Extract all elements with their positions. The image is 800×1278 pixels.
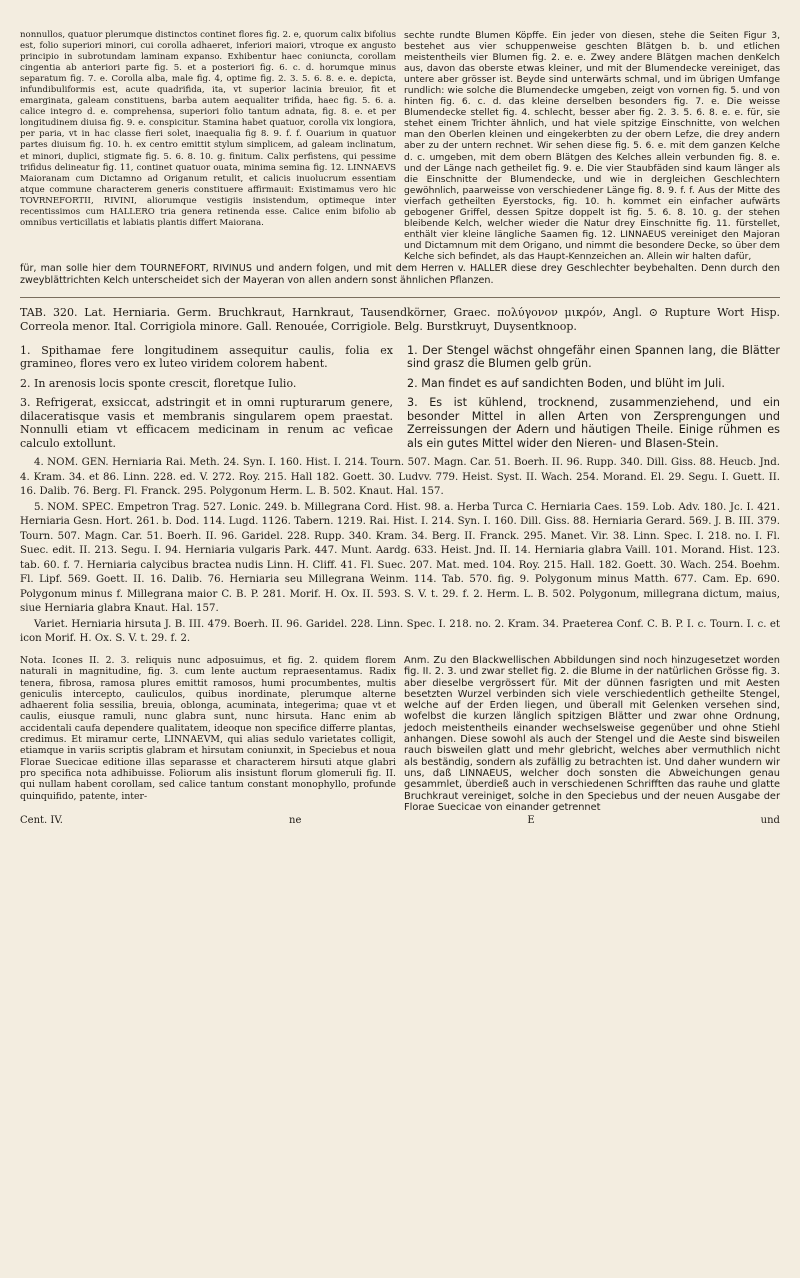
top-latin-text: nonnullos, quatuor plerumque distinctos continet flores fig. 2. e, quorum calix bifolius est, folio superiori minori, cui corolla adhaeret, inferiori maiori, vtroque ex angusto principio in subrotundam laminam expanso. Exhibentur haec coniuncta, corollam cingentia ab anteriori parte fig. 5. et a posteriori fig. 6. c. d. horumque minus separatum fig. 7. e. Corolla alba, male fig. 4, optime fig. 2. 3. 5. 6. 8. e. e. depicta, infundibuliformis est, acute quadrifida, ita, vt superior lacinia breuior, fit et emarginata, galeam constituens, barba autem aequaliter trifida, haec fig. 5. 6. a. calice integro d. e. comprehensa, superiori folio tantum adnata, fig. 8. e. et per longitudinem diuisa fig. 9. e. conspicitur. Stamina habet quatuor, corolla vix longiora, per paria, vt in hac classe fieri solet, inaequalia fig 8. 9. f. f. Ouarium in quatuor partes diuisum fig. 10. h. ex centro emittit stylum simplicem, ad galeam inclinatum, et minori, duplici, stigmate fig. 5. 6. 8. 10. g. finitum. Calix perfistens, qui pessime trifidus delineatur fig. 11, continet quatuor ouata, minima semina fig. 12. LINNAEVS Maioranam cum Dictamno ad Origanum retulit, et calicis inuolucrum essentiam atque commune characterem generis constituere affirmauit: Existimamus vero hic TOVRNEFORTII, RIVINI, aliorumque vestigiis insistendum, optimeque inter recentissimos cum HALLERO tria genera retinenda esse. Calice enim bifolio ab omnibus verticillatis et labiatis plantis differt Maiorana. xyxy=(20,30,396,228)
top-section xyxy=(20,30,780,262)
property-item-1 xyxy=(20,344,780,371)
property-german: 1. Der Stengel wächst ohngefähr einen Spannen lang, die Blätter sind grasz die Blumen gelb grün. xyxy=(407,343,780,371)
property-german: 2. Man findet es auf sandichten Boden, und blüht im Juli. xyxy=(407,376,725,390)
synonyms-generic: 4. NOM. GEN. Herniaria Rai. Meth. 24. Syn. I. 160. Hist. I. 214. Tourn. 507. Magn. Car. 51. Boerh. II. 96. Rupp. 340. Dill. Giss. 88. Heucb. Jnd. 4. Kram. 34. et 86. Linn. 228. ed. V. 272. Roy. 215. Hall 182. Goett. 30. Ludvv. 779. Heist. Syst. II. Wach. 254. Morand. El. 29. Segu. I. Guett. II. 16. Dalib. 76. Berg. Fl. Franck. 295. Polygonum Herm. L. B. 502. Knaut. Hal. 157. xyxy=(20,457,780,498)
property-latin: 3. Refrigerat, exsiccat, adstringit et in omni rupturarum genere, dilaceratisque vasis et membranis singularem opem praestat. Nonnulli etiam vt efficacem medicinam in renum ac veficae calculo extollunt. xyxy=(20,396,393,450)
page-footer xyxy=(20,815,780,826)
notes-latin: Nota. Icones II. 2. 3. reliquis nunc adposuimus, et fig. 2. quidem florem naturali in magnitudine, fig. 3. cum lente auctum repraesentamus. Radix tenera, fibrosa, ramosa plures emittit ramosos, humi procumbentes, multis geniculis intercepto, cauliculos, quibus inordinate, plerumque alterne adhaerent folia sessilia, breuia, oblonga, acuminata, integerima; quae vt et caulis, eiusque ramuli, nunc glabra sunt, nunc hirsuta. Hanc enim ab accidentali caufa dependere qualitatem, ideoque non specifice differre plantas, credimus. Et miramur certe, LINNAEVM, qui alias sedulo varietates colligit, etiamque in variis scriptis glabram et hirsutam coniunxit, in Speciebus et noua Florae Suecicae editione illas separasse et characterem hirsuti atque glabri pro specifica nota adhibuisse. Foliorum alis insistunt florum glomeruli fig. II. qui nullam habent corollam, sed calice tantum constant monophyllo, profunde quinquifido, patente, inter- xyxy=(20,654,396,802)
property-latin: 1. Spithamae fere longitudinem assequitur caulis, folia ex gramineo, flores vero ex luteo viridem colorem habent. xyxy=(20,343,393,371)
footer-centuria: Cent. IV. xyxy=(20,815,63,827)
plate-heading: TAB. 320. Lat. Herniaria. Germ. Bruchkraut, Harnkraut, Tausendkörner, Graec. πολύγονον μικρόν, Angl. ⊙ Rupture Wort Hisp. Correola menor. Ital. Corrigiola minore. Gall. Renouée, Corrigiole. Belg. Burstkruyt, Duysentknoop. xyxy=(20,305,780,333)
property-item-3 xyxy=(20,396,780,450)
notes-section xyxy=(20,655,780,813)
top-german-text: sechte rundte Blumen Köpffe. Ein jeder von diesen, stehe die Seiten Figur 3, bestehet aus vier schuppenweise geschten Blätgen b. b. und etlichen meistentheils vier Blumen fig. 2. e. e. Zwey andere Blätgen machen denKelch aus, davon das oberste etwas kleiner, und mit der Blumendecke vereiniget, das untere aber grösser ist. Beyde sind unterwärts schmal, und im übrigen Umfange rundlich: wie solche die Blumendecke umgeben, zeigt von vornen fig. 5. und von hinten fig. 6. c. d. das kleine derselben besonders fig. 7. e. Die weisse Blumendecke stellet fig. 4. schlecht, besser aber fig. 2. 3. 5. 6. 8. e. e. für, sie stehet einem Trichter ähnlich, und hat viele spitzige Einschnitte, von welchen man den Oberlen kleinen und eingekerbten zu der obern Lefze, die drey andern aber zu der untern rechnet. Wir sehen diese fig. 5. 6. e. mit dem ganzen Kelche d. c. umgeben, mit dem obern Blätgen des Kelches allein verbunden fig. 8. e. und der Länge nach getheilet fig. 9. e. Die vier Staubfäden sind kaum länger als die Einschnitte der Blumendecke, und wie in dergleichen Geschlechtern gewöhnlich, paarweisse von verschiedener Länge fig. 8. 9. f. f. Aus der Mitte des vierfach getheilten Eyerstocks, fig. 10. h. kommet ein einfacher aufwärts gebogener Griffel, dessen Spitze doppelt ist fig. 5. 6. 8. 10. g. der stehen bleibende Kelch, welcher wieder die Natur drey Einschnitte fig. 11. fürstellet, enthält vier kleine längliche Saamen fig. 12. LINNAEUS vereiniget den Majoran und Dictamnum mit dem Origano, und nimmt die besondere Decke, so über dem Kelche sich befindet, als das Haupt-Kennzeichen an. Allein wir halten dafür, xyxy=(404,30,780,262)
synonyms-section xyxy=(20,456,780,647)
document-page xyxy=(20,30,780,826)
footer-signature: E xyxy=(527,815,535,827)
section-divider xyxy=(20,297,780,298)
footer-catchword-latin: ne xyxy=(289,815,302,827)
synonyms-specific: 5. NOM. SPEC. Empetron Trag. 527. Lonic. 249. b. Millegrana Cord. Hist. 98. a. Herba Turca C. Herniaria Caes. 159. Lob. Adv. 180. Jc. I. 421. Herniaria Gesn. Hort. 261. b. Dod. 114. Lugd. 1126. Tabern. 1219. Rai. Hist. I. 214. Syn. I. 160. Dill. Giss. 88. Herniaria Gerard. 569. J. B. III. 379. Tourn. 507. Magn. Car. 51. Boerh. II. 96. Garidel. 228. Rupp. 340. Kram. 34. Berg. II. Franck. 295. Manet. Vir. 38. Linn. Spec. I. 218. no. I. Fl. Suec. edit. II. 213. Segu. I. 94. Herniaria vulgaris Park. 447. Munt. Aardg. 633. Heist. Jnd. II. 14. Herniaria glabra Vaill. 101. Morand. Hist. 123. tab. 60. f. 7. Herniaria calycibus bractea nudis Linn. H. Cliff. 41. Fl. Suec. 207. Mat. med. 104. Roy. 215. Hall. 182. Goett. 30. Wach. 254. Boehm. Fl. Lipf. 569. Goett. II. 16. Dalib. 76. Herniaria seu Millegrana Weinm. 114. Tab. 570. fig. 9. Polygonum minus Matth. 677. Cam. Ep. 690. Polygonum minus f. Millegrana maior C. B. P. 281. Morif. H. Ox. II. 593. S. V. t. 29. f. 2. Herm. L. B. 502. Polygonum, millegrana dictum, maius, siue Herniaria glabra Knaut. Hal. 157. xyxy=(20,501,780,615)
property-latin: 2. In arenosis locis sponte crescit, floretque Iulio. xyxy=(20,376,297,390)
footer-catchword-german: und xyxy=(760,815,780,827)
top-german-continuation: für, man solle hier dem TOURNEFORT, RIVINUS und andern folgen, und mit dem Herren v. HALLER diese drey Geschlechter beybehalten. Denn durch den zweyblättrichten Kelch unterscheidet sich der Mayeran von allen andern sonst ähnlichen Pflanzen. xyxy=(20,262,780,286)
properties-list xyxy=(20,344,780,451)
notes-german: Anm. Zu den Blackwellischen Abbildungen sind noch hinzugesetzet worden fig. II. 2. 3. und zwar stellet fig. 2. die Blume in der natürlichen Grösse fig. 3. aber dieselbe vergrössert für. Mit der dünnen fasrigten und mit Aesten besetzten Wurzel verbinden sich viele verschiedentlich getheilte Stengel, welche auf der Erden liegen, und überall mit Gelenken versehen sind, wofelbst die kurzen länglich spitzigen Blätter und zwar ohne Ordnung, jedoch meistentheils einander wechselsweise gegenüber und ohne Stiehl anhangen. Diese sowohl als auch der Stengel und die Aeste sind bisweilen rauch bisweilen glatt und mehr glebricht, welches aber vermuthlich nicht als beständig, sondern als zufällig zu betrachten ist. Und daher wundern wir uns, daß LINNAEUS, welcher doch sonsten die Abweichungen genau gesammlet, überdieß auch in verschiedenen Schrifften das rauhe und glatte Bruchkraut vereiniget, solche in den Speciebus und der neuen Ausgabe der Florae Suecicae von einander getrennet xyxy=(404,654,780,813)
synonyms-variety: Variet. Herniaria hirsuta J. B. III. 479. Boerh. II. 96. Garidel. 228. Linn. Spec. I. 218. no. 2. Kram. 34. Praeterea Conf. C. B. P. I. c. Tourn. I. c. et icon Morif. H. Ox. S. V. t. 29. f. 2. xyxy=(20,618,780,645)
property-item-2 xyxy=(20,377,780,391)
property-german: 3. Es ist kühlend, trocknend, zusammenziehend, und ein besonder Mittel in allen Arten von Zersprengungen und Zerreissungen der Adern und häutigen Theile. Einige rühmen es als ein gutes Mittel wider den Nieren- und Blasen-Stein. xyxy=(407,396,780,450)
